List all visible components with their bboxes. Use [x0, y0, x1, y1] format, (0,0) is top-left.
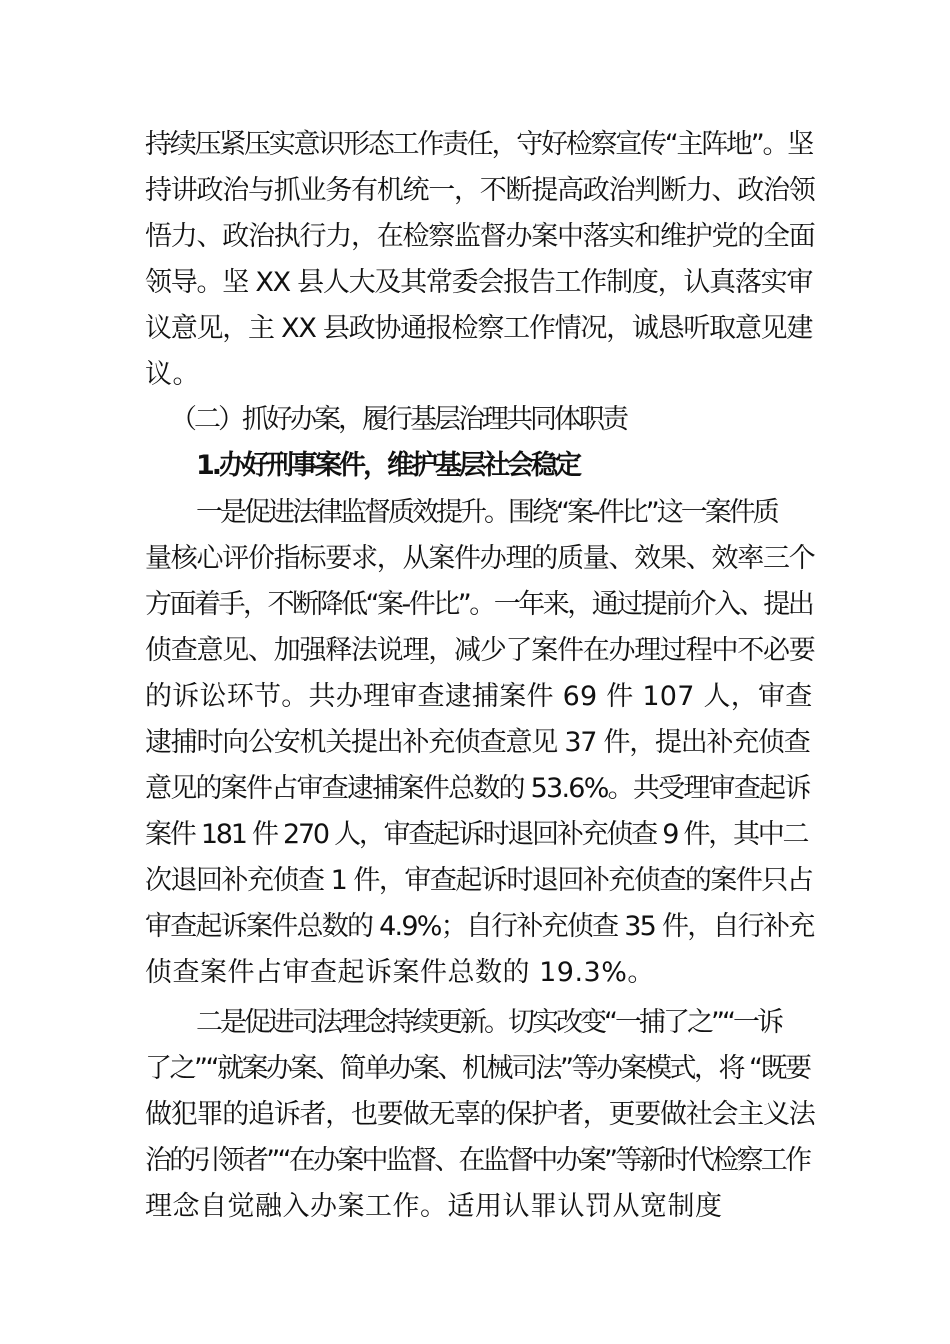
paragraph-first-line: 一是促进法律监督质效提升。围绕“案-件比”这一案件质: [196, 497, 777, 528]
body-text-line: 量核心评价指标要求，从案件办理的质量、效果、效率三个: [145, 543, 815, 574]
body-text-line: 领导。坚 XX 县人大及其常委会报告工作制度，认真落实审: [145, 267, 813, 298]
body-text-line: 次退回补充侦查 1 件，审查起诉时退回补充侦查的案件只占: [145, 865, 813, 896]
body-text-line: 逮捕时向公安机关提出补充侦查意见 37 件，提出补充侦查: [145, 727, 810, 758]
body-text-line: 议意见，主 XX 县政协通报检察工作情况，诚恳听取意见建: [145, 313, 813, 344]
body-text-line: 侦查意见、加强释法说理，减少了案件在办理过程中不必要: [145, 635, 815, 666]
body-text-line: 意见的案件占审查逮捕案件总数的 53.6%。共受理审查起诉: [145, 773, 810, 804]
body-text-line: 做犯罪的追诉者，也要做无辜的保护者，更要做社会主义法: [145, 1099, 815, 1130]
paragraph-first-line: 二是促进司法理念持续更新。切实改变“一捕了之”“一诉: [196, 1007, 781, 1038]
body-text-line: 持讲政治与抓业务有机统一，不断提高政治判断力、政治领: [145, 175, 815, 206]
section-heading: （二）抓好办案，履行基层治理共同体职责: [170, 404, 626, 435]
subsection-heading: 1.办好刑事案件，维护基层社会稳定: [196, 450, 580, 481]
body-text-line: 悟力、政治执行力，在检察监督办案中落实和维护党的全面: [145, 221, 815, 252]
body-text-line: 持续压紧压实意识形态工作责任，守好检察宣传“主阵地”。坚: [145, 129, 812, 160]
body-text-line: 治的引领者”“在办案中监督、在监督中办案”等新时代检察工作: [145, 1145, 810, 1176]
body-text-line: 方面着手，不断降低“案-件比”。一年来，通过提前介入、提出: [145, 589, 813, 620]
body-text-line: 了之”“就案办案、简单办案、机械司法”等办案模式，将 “既要: [145, 1053, 810, 1084]
body-text-line: 审查起诉案件总数的 4.9%；自行补充侦查 35 件，自行补充: [145, 911, 814, 942]
body-text-line: 议。: [145, 359, 200, 390]
body-text-line: 案件 181 件 270 人，审查起诉时退回补充侦查 9 件，其中二: [145, 819, 808, 850]
body-text-line: 的诉讼环节。共办理审查逮捕案件 69 件 107 人，审查: [145, 681, 813, 712]
body-text-line: 理念自觉融入办案工作。适用认罪认罚从宽制度: [145, 1191, 723, 1222]
body-text-line: 侦查案件占审查起诉案件总数的 19.3%。: [145, 957, 655, 988]
